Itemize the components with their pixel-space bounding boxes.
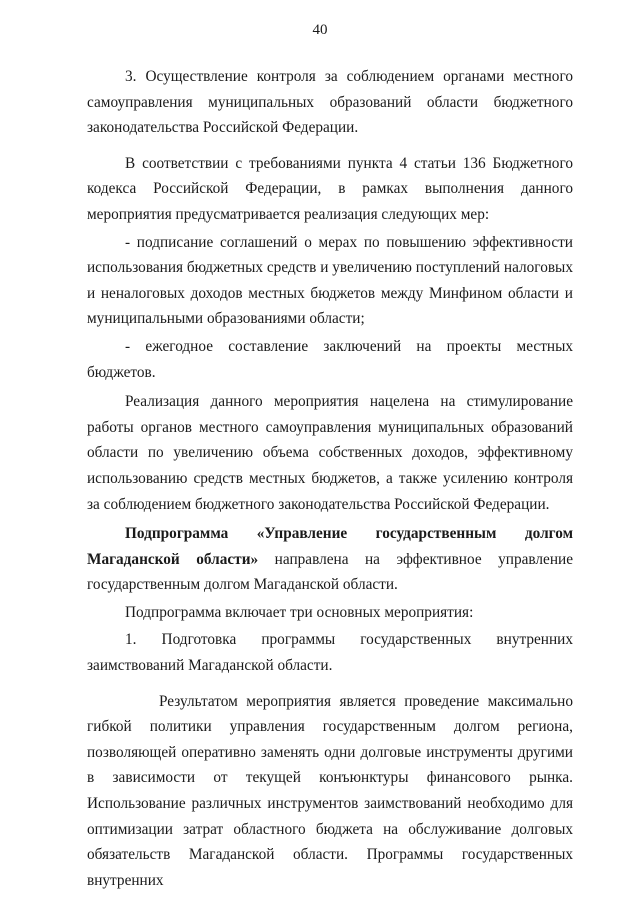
paragraph-control-clause: 3. Осуществление контроля за соблюдением органами местного самоуправления муниципальных образований области бюджетного законодательства Российской Федерации. (87, 68, 573, 137)
subprogram-title: Подпрограмма «Управление государственным долгом Магаданской области» (87, 525, 573, 568)
paragraph-measure-conclusions: - ежегодное составление заключений на проекты местных бюджетов. (87, 337, 573, 381)
paragraph-debt-subprogram (87, 521, 573, 598)
paragraph-subprogram-measures: Подпрограмма включает три основных мероприятия: (125, 603, 474, 621)
paragraph-budget-code-requirements: В соответствии с требованиями пункта 4 статьи 136 Бюджетного кодекса Российской Федерации, в рамках выполнения данного мероприятия предусматривается реализация следующих мер: (87, 154, 573, 223)
page-number: 40 (312, 22, 328, 38)
paragraph-measure-one: 1. Подготовка программы государственных внутренних заимствований Магаданской области. (87, 631, 573, 675)
paragraph-implementation-goal: Реализация данного мероприятия нацелена на стимулирование работы органов местного самоуправления муниципальных образований области по увеличению объема собственных доходов, эффективному использованию средств местных бюджетов, а также усилению контроля за соблюдением бюджетного законодательства Российской Федерации. (87, 393, 573, 513)
subprogram-description: направлена на эффективное управление государственным долгом Магаданской области. (87, 550, 573, 594)
page-body (87, 64, 573, 893)
paragraph-measure-agreements: - подписание соглашений о мерах по повышению эффективности использования бюджетных средств и увеличению поступлений налоговых и неналоговых доходов местных бюджетов между Минфином области и муниципальными образованиями области; (87, 233, 573, 328)
paragraph-measure-result: Результатом мероприятия является проведение максимально гибкой политики управления государственным долгом региона, позволяющей оперативно заменять одни долговые инструменты другими в зависимости от текущей конъюнктуры финансового рынка. Использование различных инструментов заимствований необходимо для оптимизации затрат областного бюджета на обслуживание долговых обязательств Магаданской области. Программы государственных внутренних (87, 692, 573, 889)
